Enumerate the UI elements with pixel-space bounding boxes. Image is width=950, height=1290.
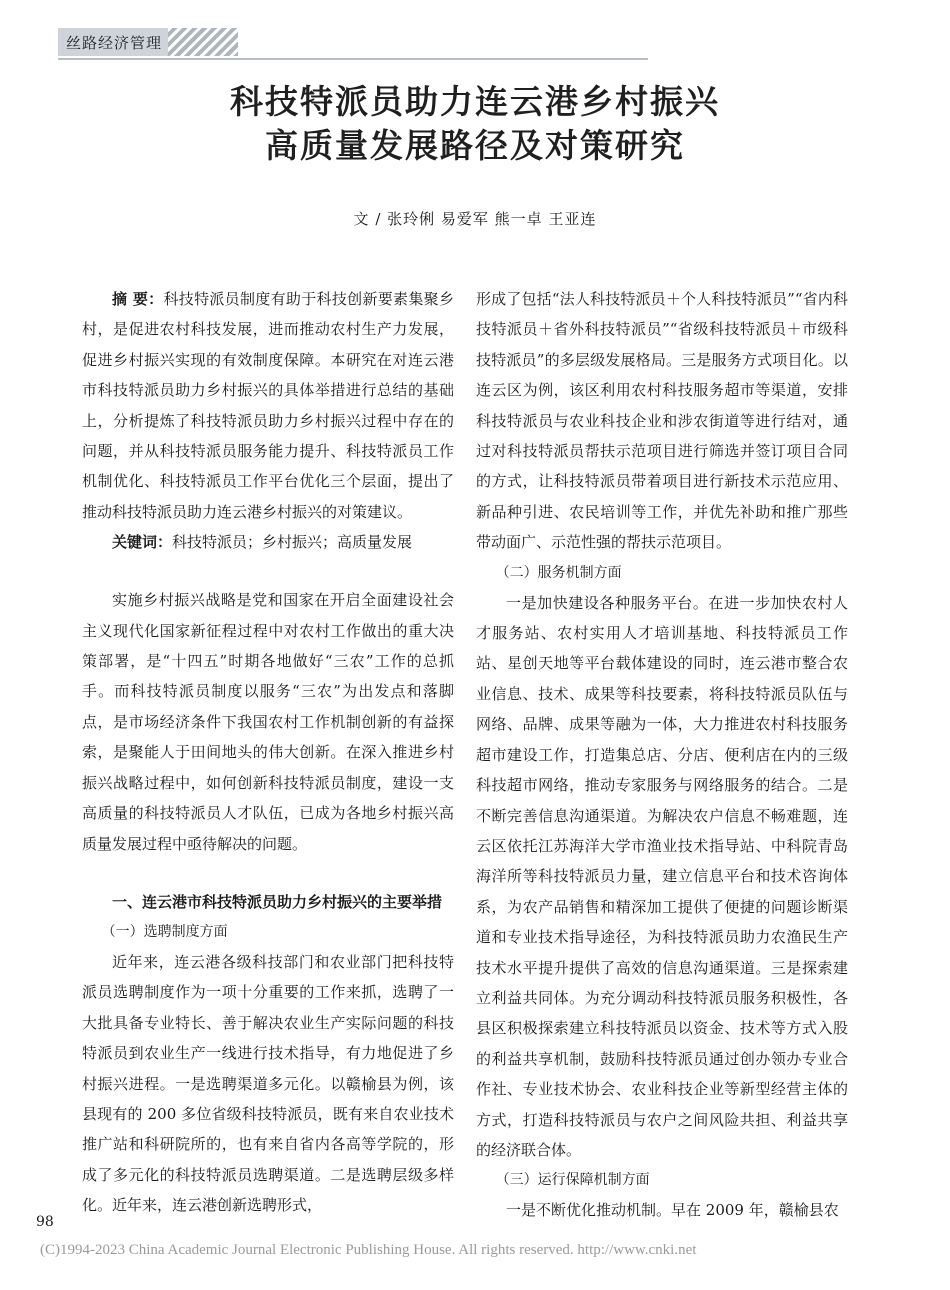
continued-paragraph: 形成了包括“法人科技特派员＋个人科技特派员”“省内科技特派员＋省外科技特派员”“省级科技特派员＋市级科技特派员”的多层级发展格局。三是服务方式项目化。以连云区为例，该区利用农村科技服务超市等渠道，安排科技特派员与农业科技企业和涉农街道等进行结对，通过对科技特派员帮扶示范项目进行筛选并签订项目合同的方式，让科技特派员带着项目进行新技术示范应用、新品种引进、农民培训等工作，并优先补助和推广那些带动面广、示范性强的帮扶示范项目。 <box>476 290 848 552</box>
copyright-footer: (C)1994-2023 China Academic Journal Electronic Publishing House. All rights reserved. http://www.cnki.net <box>40 1242 697 1258</box>
author-line: 文 / 张玲俐 易爱军 熊一卓 王亚连 <box>353 210 597 228</box>
article-title-line1: 科技特派员助力连云港乡村振兴 <box>230 82 720 121</box>
intro-paragraph: 实施乡村振兴战略是党和国家在开启全面建设社会主义现代化国家新征程过程中对农村工作做出的重大决策部署，是“十四五”时期各地做好“三农”工作的总抓手。而科技特派员制度以服务“三农”为出发点和落脚点，是市场经济条件下我国农村工作机制创新的有益探索，是聚能人于田间地头的伟大创新。在深入推进乡村振兴战略过程中，如何创新科技特派员制度，建设一支高质量的科技特派员人才队伍，已成为各地乡村振兴高质量发展过程中亟待解决的问题。 <box>82 591 454 853</box>
subsection2-heading: （二）服务机制方面 <box>495 564 622 581</box>
section1-heading: 一、连云港市科技特派员助力乡村振兴的主要举措 <box>112 892 443 911</box>
abstract-label: 摘 要： <box>112 290 164 308</box>
abstract-text: 科技特派员制度有助于科技创新要素集聚乡村，是促进农村科技发展，进而推动农村生产力发展，促进乡村振兴实现的有效制度保障。本研究在对连云港市科技特派员助力乡村振兴的具体举措进行总结的基础上，分析提炼了科技特派员助力乡村振兴过程中存在的问题，并从科技特派员服务能力提升、科技特派员工作机制优化、科技特派员工作平台优化三个层面，提出了推动科技特派员助力连云港乡村振兴的对策建议。 <box>82 290 454 521</box>
left-column <box>82 284 454 1221</box>
keywords-text: 科技特派员；乡村振兴；高质量发展 <box>172 533 413 552</box>
section-label: 丝路经济管理 <box>66 33 163 52</box>
subsection1-heading: （一）选聘制度方面 <box>101 923 228 940</box>
right-column <box>476 284 848 1226</box>
header-stripes-decoration <box>168 28 238 56</box>
page-number: 98 <box>36 1214 54 1230</box>
keywords-label: 关键词： <box>112 533 173 552</box>
subsection3-paragraph: 一是不断优化推动机制。早在 2009 年，赣榆县农 <box>506 1201 839 1220</box>
header-rule <box>58 58 648 60</box>
section-tag <box>58 28 238 56</box>
abstract <box>82 284 454 527</box>
article-title-line2: 高质量发展路径及对策研究 <box>265 126 685 165</box>
subsection1-paragraph: 近年来，连云港各级科技部门和农业部门把科技特派员选聘制度作为一项十分重要的工作来抓，选聘了一大批具备专业特长、善于解决农业生产实际问题的科技特派员到农业生产一线进行技术指导，有力地促进了乡村振兴进程。一是选聘渠道多元化。以赣榆县为例，该县现有的 200 多位省级科技特派员，既有来自农业技术推广站和科研院所的，也有来自省内各高等学院的，形成了多元化的科技特派员选聘渠道。二是选聘层级多样化。近年来，连云港创新选聘形式， <box>82 952 454 1215</box>
keywords <box>82 527 454 557</box>
subsection3-heading: （三）运行保障机制方面 <box>495 1172 650 1189</box>
subsection2-paragraph: 一是加快建设各种服务平台。在进一步加快农村人才服务站、农村实用人才培训基地、科技特派员工作站、星创天地等平台载体建设的同时，连云港市整合农业信息、技术、成果等科技要素，将科技特派员队伍与网络、品牌、成果等融为一体，大力推进农村科技服务超市建设工作，打造集总店、分店、便利店在内的三级科技超市网络，推动专家服务与网络服务的结合。二是不断完善信息沟通渠道。为解决农户信息不畅难题，连云区依托江苏海洋大学市渔业技术指导站、中科院青岛海洋所等科技特派员力量，建立信息平台和技术咨询体系，为农产品销售和精深加工提供了便捷的问题诊断渠道和专业技术指导途径，为科技特派员助力农渔民生产技术水平提升提供了高效的信息沟通渠道。三是探索建立利益共同体。为充分调动科技特派员服务积极性，各县区积极探索建立科技特派员以资金、技术等方式入股的利益共享机制，鼓励科技特派员通过创办领办专业合作社、专业技术协会、农业科技企业等新型经营主体的方式，打造科技特派员与农户之间风险共担、利益共享的经济联合体。 <box>476 593 848 1159</box>
